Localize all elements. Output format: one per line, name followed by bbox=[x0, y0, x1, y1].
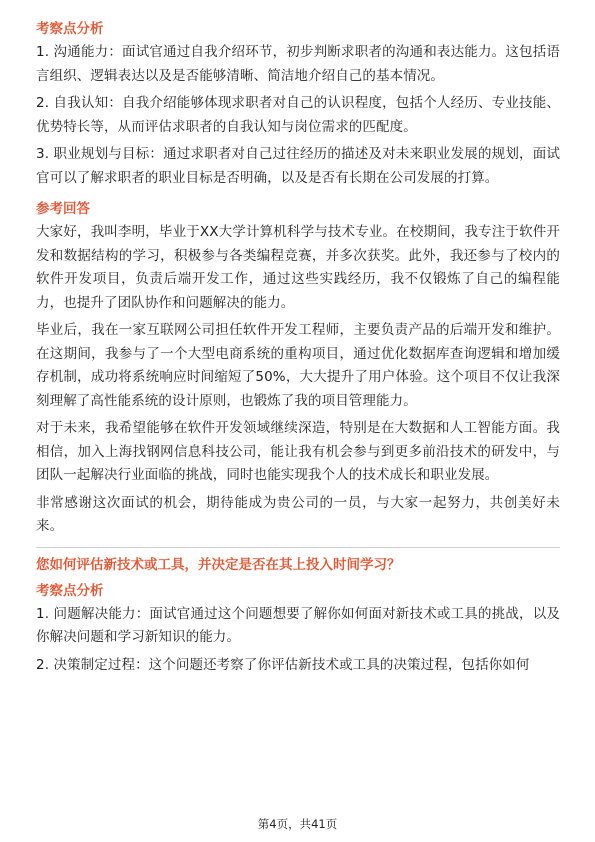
analysis-item-1: 1. 沟通能力：面试官通过自我介绍环节，初步判断求职者的沟通和表达能力。这包括语言组织、逻辑表达以及是否能够清晰、简洁地介绍自己的基本情况。 bbox=[36, 44, 560, 84]
analysis-item-2: 2. 自我认知：自我介绍能够体现求职者对自己的认识程度，包括个人经历、专业技能、优势特长等，从而评估求职者的自我认知与岗位需求的匹配度。 bbox=[36, 95, 560, 135]
section-heading-analysis-2: 考察点分析 bbox=[36, 582, 104, 599]
analysis2-item-2: 2. 决策制定过程：这个问题还考察了你评估新技术或工具的决策过程，包括你如何 bbox=[36, 656, 530, 673]
section-divider bbox=[36, 547, 560, 548]
answer-paragraph-4: 非常感谢这次面试的机会，期待能成为贵公司的一员，与大家一起努力，共创美好未来。 bbox=[36, 494, 560, 534]
analysis-item-3: 3. 职业规划与目标：通过求职者对自己过往经历的描述及对未来职业发展的规划，面试官可以了解求职者的职业目标是否明确，以及是否有长期在公司发展的打算。 bbox=[36, 146, 560, 186]
section-heading-analysis: 考察点分析 bbox=[36, 21, 104, 37]
section-heading-answer: 参考回答 bbox=[36, 201, 90, 217]
answer-paragraph-2: 毕业后，我在一家互联网公司担任软件开发工程师，主要负责产品的后端开发和维护。在这期间，我参与了一个大型电商系统的重构项目，通过优化数据库查询逻辑和增加缓存机制，成功将系统响应时间缩短了50%，大大提升了用户体验。这个项目不仅让我深刻理解了高性能系统的设计原则，也锻炼了我的项目管理能力。 bbox=[36, 322, 560, 409]
answer-paragraph-1: 大家好，我叫李明，毕业于XX大学计算机科学与技术专业。在校期间，我专注于软件开发和数据结构的学习，积极参与各类编程竞赛，并多次获奖。此外，我还参与了校内的软件开发项目，负责后端开发工作，通过这些实践经历，我不仅锻炼了自己的编程能力，也提升了团队协作和问题解决的能力。 bbox=[36, 224, 560, 311]
page-footer: 第4页，共41页 bbox=[257, 817, 338, 831]
answer-paragraph-3: 对于未来，我希望能够在软件开发领域继续深造，特别是在大数据和人工智能方面。我相信，加入上海找钢网信息科技公司，能让我有机会参与到更多前沿技术的研发中，与团队一起解决行业面临的挑战，同时也能实现我个人的技术成长和职业发展。 bbox=[36, 420, 560, 483]
document-page bbox=[36, 18, 560, 681]
question-title: 您如何评估新技术或工具，并决定是否在其上投入时间学习？ bbox=[36, 556, 401, 573]
analysis2-item-1: 1. 问题解决能力：面试官通过这个问题想要了解你如何面对新技术或工具的挑战，以及你解决问题和学习新知识的能力。 bbox=[36, 605, 560, 645]
